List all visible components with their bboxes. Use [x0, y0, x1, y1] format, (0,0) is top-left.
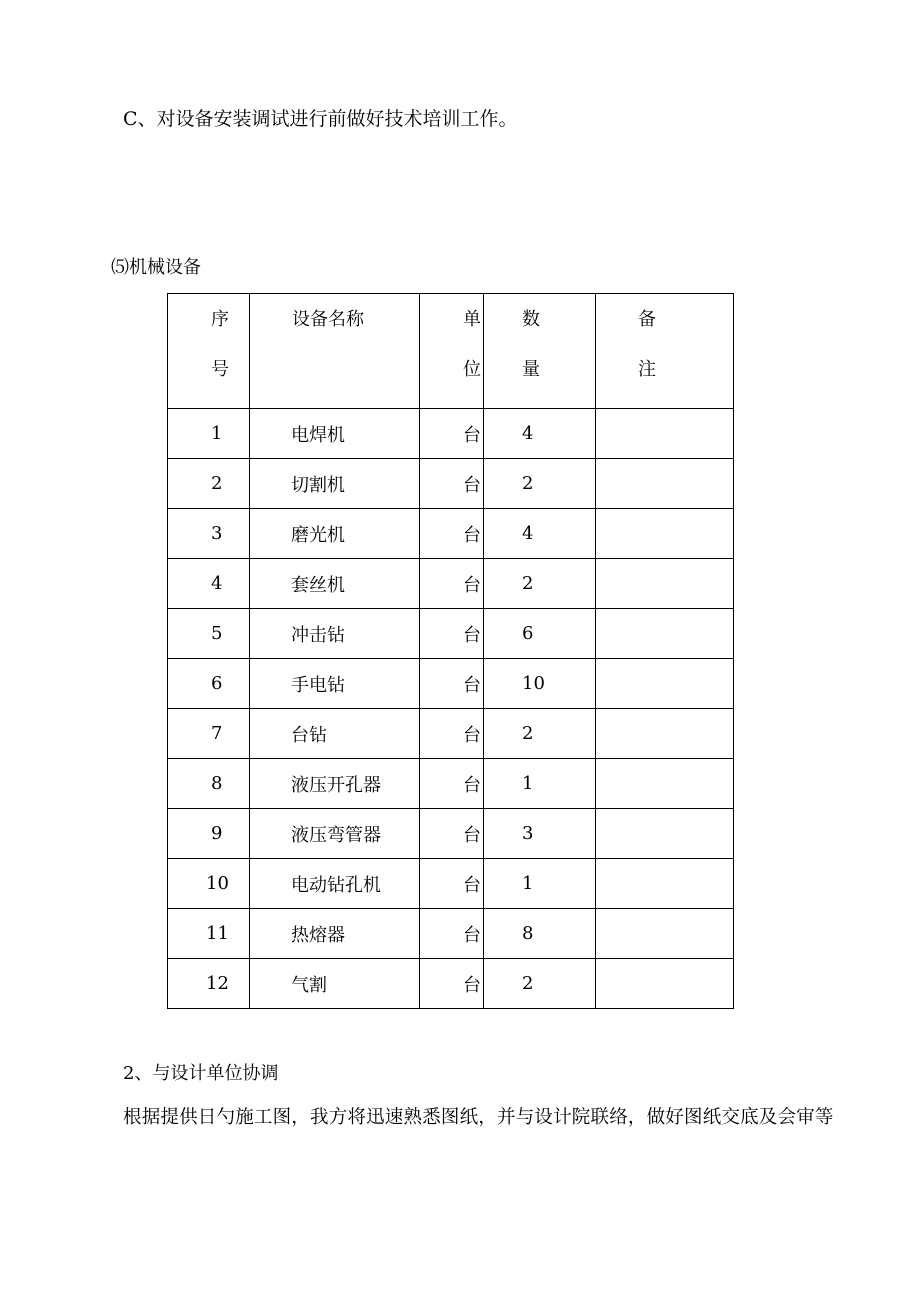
cell-note	[596, 909, 734, 959]
header-index-line1: 序	[211, 309, 229, 330]
cell-note	[596, 509, 734, 559]
table-row	[168, 809, 734, 859]
cell-unit: 台	[420, 559, 484, 609]
cell-note	[596, 409, 734, 459]
cell-unit: 台	[420, 859, 484, 909]
cell-index: 9	[168, 809, 250, 859]
cell-qty: 3	[484, 809, 596, 859]
cell-note	[596, 659, 734, 709]
cell-qty: 10	[484, 659, 596, 709]
cell-index: 6	[168, 659, 250, 709]
cell-unit: 台	[420, 959, 484, 1009]
cell-unit: 台	[420, 609, 484, 659]
cell-name: 切割机	[250, 459, 420, 509]
cell-note	[596, 859, 734, 909]
cell-qty: 2	[484, 959, 596, 1009]
cell-unit: 台	[420, 659, 484, 709]
table-header-row	[168, 294, 734, 409]
table-row	[168, 909, 734, 959]
header-name: 设备名称	[250, 294, 420, 409]
header-qty-line2: 量	[522, 359, 540, 380]
cell-note	[596, 759, 734, 809]
header-index	[168, 294, 250, 409]
cell-note	[596, 459, 734, 509]
header-unit-line1: 单	[463, 309, 481, 330]
cell-name: 套丝机	[250, 559, 420, 609]
cell-name: 手电钻	[250, 659, 420, 709]
cell-unit: 台	[420, 459, 484, 509]
section-heading-design-coordination: 2、与设计单位协调	[123, 1063, 279, 1084]
body-paragraph: 根据提供日勺施工图，我方将迅速熟悉图纸，并与设计院联络，做好图纸交底及会审等	[123, 1107, 834, 1128]
cell-name: 磨光机	[250, 509, 420, 559]
cell-name: 气割	[250, 959, 420, 1009]
cell-index: 10	[168, 859, 250, 909]
cell-qty: 1	[484, 759, 596, 809]
header-note-line1: 备	[638, 309, 656, 330]
cell-note	[596, 559, 734, 609]
cell-qty: 4	[484, 509, 596, 559]
table-row	[168, 609, 734, 659]
cell-name: 台钻	[250, 709, 420, 759]
section-heading-machinery: ⑸机械设备	[111, 257, 201, 278]
cell-index: 1	[168, 409, 250, 459]
cell-note	[596, 709, 734, 759]
cell-qty: 2	[484, 459, 596, 509]
cell-name: 液压弯管器	[250, 809, 420, 859]
table-row	[168, 409, 734, 459]
equipment-table	[167, 293, 734, 1009]
cell-index: 5	[168, 609, 250, 659]
cell-name: 热熔器	[250, 909, 420, 959]
header-qty-line1: 数	[522, 309, 540, 330]
table-row	[168, 709, 734, 759]
cell-qty: 2	[484, 709, 596, 759]
header-unit-line2: 位	[463, 359, 481, 380]
line-c-training: C、对设备安装调试进行前做好技术培训工作。	[123, 108, 518, 130]
cell-unit: 台	[420, 509, 484, 559]
table-row	[168, 509, 734, 559]
header-qty	[484, 294, 596, 409]
cell-qty: 8	[484, 909, 596, 959]
table-row	[168, 459, 734, 509]
table-row	[168, 659, 734, 709]
cell-note	[596, 809, 734, 859]
cell-name: 电焊机	[250, 409, 420, 459]
table-row	[168, 959, 734, 1009]
cell-name: 冲击钻	[250, 609, 420, 659]
cell-note	[596, 609, 734, 659]
cell-index: 3	[168, 509, 250, 559]
cell-note	[596, 959, 734, 1009]
cell-qty: 4	[484, 409, 596, 459]
cell-unit: 台	[420, 759, 484, 809]
header-unit	[420, 294, 484, 409]
header-index-line2: 号	[211, 359, 229, 380]
header-note	[596, 294, 734, 409]
cell-unit: 台	[420, 909, 484, 959]
cell-unit: 台	[420, 809, 484, 859]
cell-unit: 台	[420, 709, 484, 759]
header-note-line2: 注	[638, 359, 656, 380]
cell-index: 7	[168, 709, 250, 759]
cell-name: 电动钻孔机	[250, 859, 420, 909]
cell-index: 11	[168, 909, 250, 959]
cell-qty: 2	[484, 559, 596, 609]
table-row	[168, 859, 734, 909]
cell-index: 2	[168, 459, 250, 509]
cell-index: 12	[168, 959, 250, 1009]
cell-qty: 1	[484, 859, 596, 909]
cell-unit: 台	[420, 409, 484, 459]
cell-index: 4	[168, 559, 250, 609]
cell-name: 液压开孔器	[250, 759, 420, 809]
table-row	[168, 559, 734, 609]
cell-qty: 6	[484, 609, 596, 659]
cell-index: 8	[168, 759, 250, 809]
table-row	[168, 759, 734, 809]
